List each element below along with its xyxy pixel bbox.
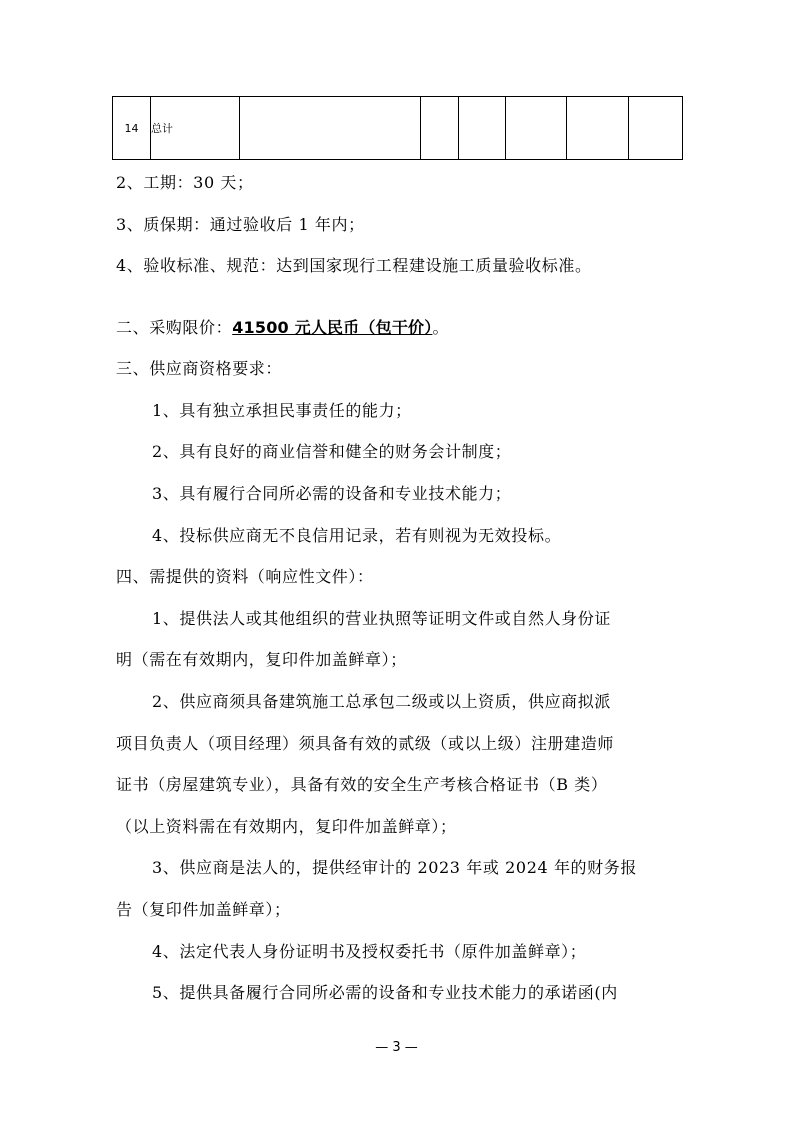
price-suffix: 。 xyxy=(432,318,450,337)
empty-cell xyxy=(629,97,683,160)
document-item-1-line-2: 明（需在有效期内，复印件加盖鲜章）； xyxy=(116,650,407,669)
empty-cell xyxy=(240,97,421,160)
document-item-2-line-1: 2、供应商须具备建筑施工总承包二级或以上资质，供应商拟派 xyxy=(152,692,611,711)
qualification-item: 2、具有良好的商业信誉和健全的财务会计制度； xyxy=(152,442,512,461)
empty-cell xyxy=(459,97,506,160)
term-acceptance: 4、验收标准、规范：达到国家现行工程建设施工质量验收标准。 xyxy=(116,256,592,275)
document-item-4: 4、法定代表人身份证明书及授权委托书（原件加盖鲜章）； xyxy=(152,942,587,961)
document-item-5: 5、提供具备履行合同所必需的设备和专业技术能力的承诺函(内 xyxy=(152,983,618,1002)
document-item-2-line-4: （以上资料需在有效期内，复印件加盖鲜章）； xyxy=(116,817,457,836)
table-row-total xyxy=(113,97,683,160)
price-line xyxy=(116,318,449,338)
summary-table xyxy=(112,96,683,160)
document-item-3-line-2: 告（复印件加盖鲜章）； xyxy=(116,900,291,919)
qualification-item: 4、投标供应商无不良信用记录，若有则视为无效投标。 xyxy=(152,526,562,545)
documents-heading: 四、需提供的资料（响应性文件）： xyxy=(116,567,374,586)
qualification-item: 1、具有独立承担民事责任的能力； xyxy=(152,401,412,420)
document-item-2-line-3: 证书（房屋建筑专业），具备有效的安全生产考核合格证书（B 类） xyxy=(116,775,608,794)
row-number-cell: 14 xyxy=(113,97,151,160)
page-number: — 3 — xyxy=(375,1040,418,1055)
empty-cell xyxy=(421,97,459,160)
row-name-cell: 总计 xyxy=(151,97,240,160)
document-item-3-line-1: 3、供应商是法人的，提供经审计的 2023 年或 2024 年的财务报 xyxy=(152,858,637,877)
price-amount: 41500 元人民币（包干价） xyxy=(232,318,433,337)
document-item-1-line-1: 1、提供法人或其他组织的营业执照等证明文件或自然人身份证 xyxy=(152,609,611,628)
price-label: 二、采购限价： xyxy=(116,318,233,337)
qualifications-heading: 三、供应商资格要求： xyxy=(116,359,283,378)
empty-cell xyxy=(567,97,629,160)
term-warranty: 3、质保期：通过验收后 1 年内； xyxy=(116,215,365,234)
term-duration: 2、工期：30 天； xyxy=(116,173,254,192)
document-item-2-line-2: 项目负责人（项目经理）须具备有效的贰级（或以上级）注册建造师 xyxy=(116,734,615,753)
qualification-item: 3、具有履行合同所必需的设备和专业技术能力； xyxy=(152,484,512,503)
empty-cell xyxy=(506,97,567,160)
